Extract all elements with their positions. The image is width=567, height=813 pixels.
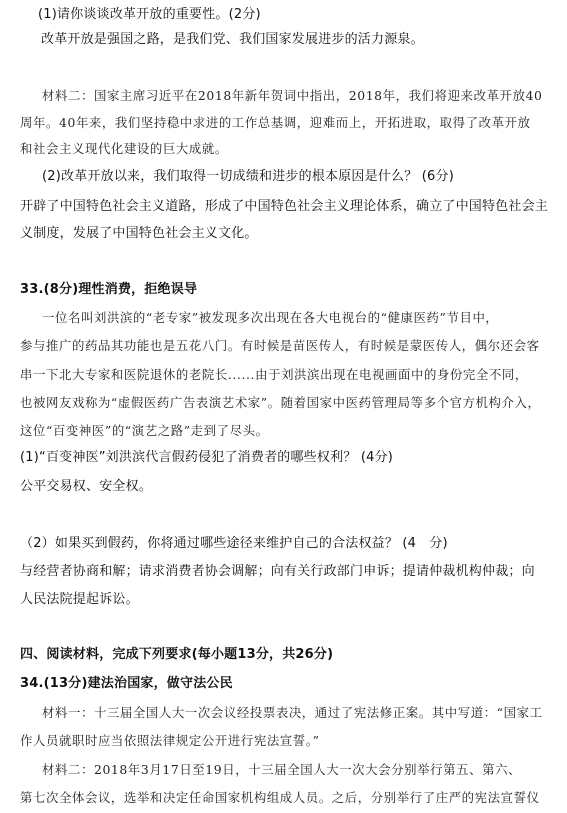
question-2-prompt: (2)改革开放以来，我们取得一切成绩和进步的根本原因是什么？ (6分) [42,169,454,184]
material-33-line-3: 串一下北大专家和医院退休的老院长......由于刘洪滨出现在电视画面中的身份完全不同， [20,367,528,382]
material-34-1-line-2: 作人员就职时应当依照法律规定公开进行宪法宣誓。” [20,733,320,748]
answer-1: 改革开放是强国之路，是我们党、我们国家发展进步的活力源泉。 [41,32,424,47]
material-34-2-line-2: 第七次全体会议，选举和决定任命国家机构组成人员。之后，分别举行了庄严的宪法宣誓仪 [20,790,540,805]
material-2-line-3: 和社会主义现代化建设的巨大成就。 [20,141,228,156]
answer-33-2-line-1: 与经营者协商和解；请求消费者协会调解；向有关行政部门申诉；提请仲裁机构仲裁；向 [20,564,535,579]
section-4-heading: 四、阅读材料，完成下列要求(每小题13分，共26分) [20,647,334,662]
material-2-line-1: 材料二：国家主席习近平在2018年新年贺词中指出，2018年，我们将迎来改革开放40 [42,88,543,103]
question-33-1-prompt: (1)“百变神医”刘洪滨代言假药侵犯了消费者的哪些权利？ (4分) [20,450,394,465]
answer-2-line-1: 开辟了中国特色社会主义道路，形成了中国特色社会主义理论体系，确立了中国特色社会主 [20,199,549,214]
answer-33-1: 公平交易权、安全权。 [20,479,153,494]
material-34-2-line-1: 材料二：2018年3月17日至19日，十三届全国人大一次大会分别举行第五、第六、 [42,762,522,777]
question-1-prompt: (1)请你谈谈改革开放的重要性。(2分) [38,7,261,22]
material-34-1-line-1: 材料一：十三届全国人大一次会议经投票表决，通过了宪法修正案。其中写道：“国家工 [42,705,543,720]
material-33-line-4: 也被网友戏称为“虚假医药广告表演艺术家”。随着国家中医药管理局等多个官方机构介入， [20,395,541,410]
answer-2-line-2: 义制度，发展了中国特色社会主义文化。 [20,226,258,241]
material-33-line-5: 这位“百变神医”的“演艺之路”走到了尽头。 [20,423,269,438]
material-33-line-1: 一位名叫刘洪滨的“老专家”被发现多次出现在各大电视台的“健康医药”节目中， [42,310,499,325]
question-33-heading: 33.(8分)理性消费，拒绝误导 [20,282,198,297]
material-2-line-2: 周年。40年来，我们坚持稳中求进的工作总基调，迎难而上，开拓进取，取得了改革开放 [20,115,531,130]
material-33-line-2: 参与推广的药品其功能也是五花八门。有时候是苗医传人，有时候是蒙医传人，偶尔还会客 [20,338,540,353]
answer-33-2-line-2: 人民法院提起诉讼。 [20,592,139,607]
question-33-2-prompt: （2）如果买到假药，你将通过哪些途径来维护自己的合法权益？ (4 分) [20,536,448,551]
question-34-heading: 34.(13分)建法治国家，做守法公民 [20,676,233,691]
